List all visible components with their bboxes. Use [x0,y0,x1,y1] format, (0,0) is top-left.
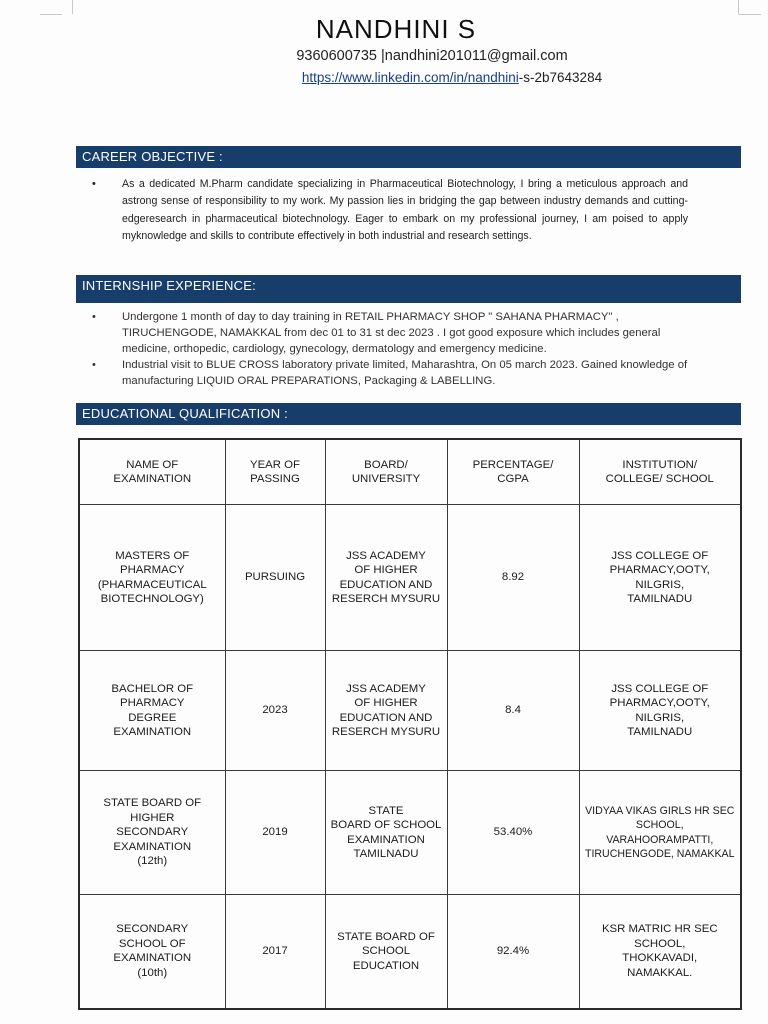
header-name-of-examination: NAME OF EXAMINATION [79,439,225,505]
cell-score: 8.92 [447,505,579,651]
section-header-education: EDUCATIONAL QUALIFICATION : [76,403,741,425]
candidate-name: NANDHINI S [315,14,477,44]
header-board-university: BOARD/ UNIVERSITY [325,439,447,505]
internship-list [76,309,688,389]
header-year-of-passing: YEAR OF PASSING [225,439,325,505]
linkedin-suffix: -s-2b7643284 [518,70,603,85]
cell-institution: JSS COLLEGE OF PHARMACY,OOTY, NILGRIS, TAMILNADU [579,651,741,771]
linkedin-line[interactable] [68,70,768,85]
cell-year: 2019 [225,771,325,895]
cell-year: PURSUING [225,505,325,651]
cell-examination: STATE BOARD OF HIGHER SECONDARY EXAMINATION (12th) [79,771,225,895]
crop-mark-top-right [738,0,749,14]
cell-institution: JSS COLLEGE OF PHARMACY,OOTY, NILGRIS, TAMILNADU [579,505,741,651]
table-header-row [79,439,741,505]
cell-score: 53.40% [447,771,579,895]
education-table [78,438,742,1010]
cell-examination: BACHELOR OF PHARMACY DEGREE EXAMINATION [79,651,225,771]
cell-board: JSS ACADEMY OF HIGHER EDUCATION AND RESERCH MYSURU [325,505,447,651]
table-row [79,771,741,895]
cell-board: STATE BOARD OF SCHOOL EDUCATION [325,895,447,1009]
cell-institution: KSR MATRIC HR SEC SCHOOL, THOKKAVADI, NAMAKKAL. [579,895,741,1009]
crop-mark-top-left [62,0,73,14]
career-objective-item: • As a dedicated M.Pharm candidate specializing in Pharmaceutical Biotechnology, I bring a meticulous approach and astrong sense of responsibility to my work. My passion lies in bridging the gap between industry demands and cutting-edgeresearch in pharmaceutical biotechnology. Eager to embark on my professional journey, I am poised to apply myknowledge and skills to contribute effectively in both industrial and research settings. [76,176,688,245]
cell-year: 2017 [225,895,325,1009]
table-row [79,651,741,771]
cell-examination: MASTERS OF PHARMACY (PHARMACEUTICAL BIOTECHNOLOGY) [79,505,225,651]
cell-board: JSS ACADEMY OF HIGHER EDUCATION AND RESERCH MYSURU [325,651,447,771]
internship-item: • Undergone 1 month of day to day training in RETAIL PHARMACY SHOP " SAHANA PHARMACY" , TIRUCHENGODE, NAMAKKAL from dec 01 to 31 st dec 2023 . I got good exposure which includes general medicine, orthopedic, cardiology, gynecology, dermatology and emergency medicine. [76,309,688,357]
cell-examination: SECONDARY SCHOOL OF EXAMINATION (10th) [79,895,225,1009]
internship-item: • Industrial visit to BLUE CROSS laboratory private limited, Maharashtra, On 05 march 2023. Gained knowledge of manufacturing LIQUID ORAL PREPARATIONS, Packaging & LABELLING. [76,357,688,389]
linkedin-link[interactable]: https://www.linkedin.com/in/nandhini [301,70,519,85]
cell-score: 8.4 [447,651,579,771]
table-row [79,895,741,1009]
contact-line: 9360600735 |nandhini201011@gmail.com [296,48,568,64]
header-institution: INSTITUTION/ COLLEGE/ SCHOOL [579,439,741,505]
section-header-internship: INTERNSHIP EXPERIENCE: [76,275,741,303]
cell-institution: VIDYAA VIKAS GIRLS HR SEC SCHOOL, VARAHOORAMPATTI, TIRUCHENGODE, NAMAKKAL [579,771,741,895]
cell-score: 92.4% [447,895,579,1009]
cell-year: 2023 [225,651,325,771]
header-percentage-cgpa: PERCENTAGE/ CGPA [447,439,579,505]
cell-board: STATE BOARD OF SCHOOL EXAMINATION TAMILNADU [325,771,447,895]
career-objective-list [76,176,688,245]
section-header-career-objective: CAREER OBJECTIVE : [76,146,741,168]
table-row [79,505,741,651]
